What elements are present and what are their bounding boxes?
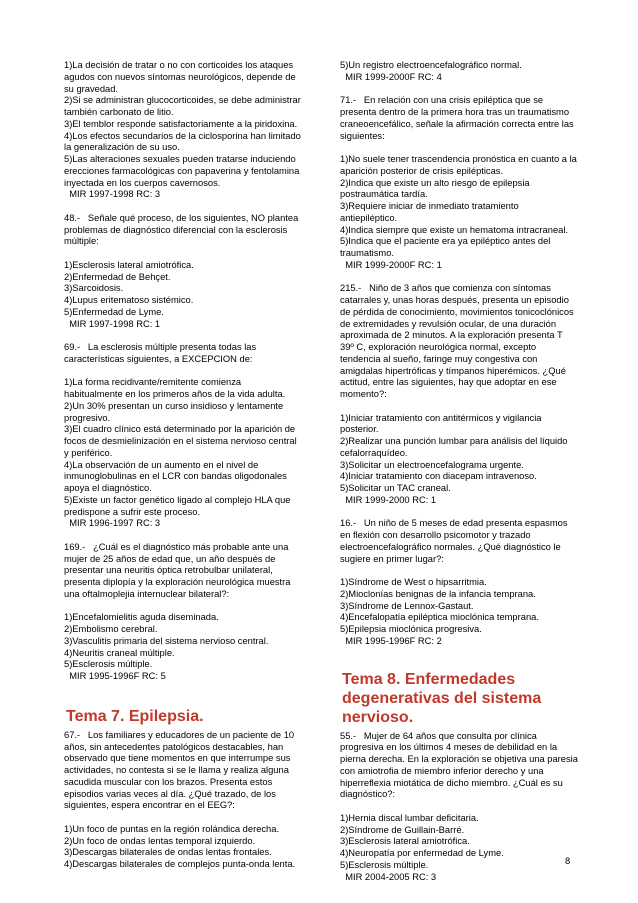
- question-stem: 69.- La esclerosis múltiple presenta todas las características siguientes, a EXCEPCION de:: [64, 342, 259, 364]
- answer-option: 1)Esclerosis lateral amiotrófica.: [64, 259, 194, 270]
- answer-option: 4)La observación de un aumento en el nivel de inmunoglobulinas en el LCR con bandas oligodonales apoya el diagnóstico.: [64, 459, 290, 493]
- exam-reference: MIR 1999-2000F RC: 1: [340, 259, 442, 270]
- answer-option: 2)Realizar una punción lumbar para análisis del líquido cefalorraquídeo.: [340, 436, 571, 458]
- question-block: [64, 213, 302, 331]
- answer-option: 2)Un 30% presentan un curso insidioso y lentamente progresivo.: [64, 400, 286, 423]
- answer-option: 5)Indica que el paciente era ya epiléptico antes del traumatismo.: [340, 236, 553, 258]
- exam-reference: MIR 2004-2005 RC: 3: [340, 871, 437, 882]
- answer-option: 4)Neuropatía por enfermedad de Lyme.: [340, 848, 504, 858]
- answer-option: 1)No suele tener trascendencia pronóstica en cuanto a la aparición posterior de crisis epilépticas.: [340, 154, 580, 176]
- answer-option: 4)Encefalopatía epiléptica mioclónica temprana.: [340, 612, 539, 623]
- answer-option: 5)Esclerosis múltiple.: [340, 859, 429, 870]
- answer-option: 2)Síndrome de Guillain-Barré.: [340, 824, 465, 835]
- answer-option: 5)Enfermedad de Lyme.: [64, 306, 164, 317]
- section-heading: Tema 8. Enfermedades degenerativas del sistema nervioso.: [342, 670, 542, 726]
- exam-reference: MIR 1997-1998 RC: 1: [64, 318, 161, 329]
- answer-option: 1)Hernia discal lumbar deficitaria.: [340, 812, 479, 823]
- answer-option: 2)Si se administran glucocorticoides, se debe administrar también carbonato de litio.: [64, 95, 304, 117]
- answer-option: 3)El temblor responde satisfactoriamente a la piridoxina.: [64, 118, 298, 129]
- answer-option: 2)Indica que existe un alto riesgo de epilepsia postraumática tardía.: [340, 177, 533, 200]
- answer-option: 5)Un registro electroencefalográfico normal.: [340, 60, 522, 70]
- question-stem: 48.- Señale qué proceso, de los siguientes, NO plantea problemas de diagnóstico diferencial con la esclerosis múltiple:: [64, 212, 301, 247]
- answer-option: 4)Indica siempre que existe un hematoma intracraneal.: [340, 224, 569, 235]
- answer-option: 2)Un foco de ondas lentas temporal izquierdo.: [64, 835, 256, 846]
- question-stem: 67.- Los familiares y educadores de un paciente de 10 años, sin antecedentes patológicos destacables, han observado que tiene momentos en que interrumpe sus actividades, no contesta si se le llama y realiza alguna sacudida muscular con los brazos. Presenta estos episodios varias veces al día. ¿Qué trazado, de los siguientes, espera encontrar en el EEG?:: [64, 729, 297, 811]
- exam-reference: MIR 1999-2000 RC: 1: [340, 494, 437, 505]
- answer-option: 3)Esclerosis lateral amiotrófica.: [340, 836, 470, 847]
- left-column: [64, 60, 302, 871]
- exam-reference: MIR 1999-2000F RC: 4: [340, 71, 442, 82]
- answer-option: 3)El cuadro clínico está determinado por la aparición de focos de desmielinización en el sistema nervioso central y periférico.: [64, 424, 300, 458]
- answer-option: 3)Descargas bilaterales de ondas lentas frontales.: [64, 847, 272, 858]
- question-block: [340, 95, 578, 271]
- answer-option: 2)Embolismo cerebral.: [64, 624, 158, 634]
- question-block: [340, 518, 578, 647]
- answer-option: 1)Encefalomielitis aguda diseminada.: [64, 612, 219, 623]
- exam-reference: MIR 1995-1996F RC: 2: [340, 635, 442, 646]
- answer-option: 5)Existe un factor genético ligado al complejo HLA que predispone a sufrir este proceso.: [64, 494, 294, 517]
- answer-option: 4)Lupus eritematoso sistémico.: [64, 295, 194, 305]
- answer-option: 4)Descargas bilaterales de complejos punta-onda lenta.: [64, 859, 296, 869]
- exam-reference: MIR 1997-1998 RC: 3: [64, 189, 161, 200]
- answer-option: 5)Esclerosis múltiple.: [64, 659, 153, 670]
- answer-option: 3)Sarcoidosis.: [64, 283, 124, 294]
- answer-option: 1)La decisión de tratar o no con corticoides los ataques agudos con nuevos síntomas neurológicos, depende de su gravedad.: [64, 60, 299, 94]
- question-block: [64, 342, 302, 530]
- answer-option: 5)Epilepsia mioclónica progresiva.: [340, 624, 482, 634]
- question-block: [340, 283, 578, 506]
- answer-option: 1)Iniciar tratamiento con antitérmicos y vigilancia posterior.: [340, 412, 545, 435]
- question-stem: 215.- Niño de 3 años que comienza con síntomas catarrales y, unas horas después, presenta un episodio de pérdida de conocimiento, movimientos tonicoclónicos de extremidades y revulsión ocular, de una duración aproximada de 2 minutos. A la exploración presenta T 39º C, exploración neurológica normal, excepto tendencia al sueño, faringe muy congestiva con amigdalas hipertróficas y tímpanos hiperémicos. ¿Qué actitud, entre las siguientes, hay que adoptar en ese momento?:: [340, 283, 577, 399]
- answer-option: 2)Enfermedad de Behçet.: [64, 271, 171, 282]
- question-stem: 169.- ¿Cuál es el diagnóstico más probable ante una mujer de 25 años de edad que, un año después de presentar una neuritis óptica retrobulbar unilateral, presenta diplopía y la exploración neurológica muestra una oftalmoplejia internuclear bilateral?:: [64, 541, 294, 599]
- answer-option: 4)Iniciar tratamiento con diacepam intravenoso.: [340, 471, 537, 482]
- answer-option: 4)Los efectos secundarios de la ciclosporina han limitado la generalización de su uso.: [64, 130, 304, 153]
- question-block: [340, 730, 581, 884]
- answer-option: 1)Un foco de puntas en la región rolándica derecha.: [64, 823, 280, 834]
- answer-option: 1)La forma recidivante/remitente comienza habitualmente en los primeros años de la vida adulta.: [64, 377, 286, 399]
- answer-option: 5)Las alteraciones sexuales pueden tratarse induciendo erecciones farmacológicas con papaverina y fentolamina inyectada en los cuerpos cavernosos.: [64, 154, 302, 188]
- answer-option: 3)Solicitar un electroencefalograma urgente.: [340, 459, 524, 470]
- answer-option: 5)Solicitar un TAC craneal.: [340, 483, 451, 493]
- question-stem: 55.- Mujer de 64 años que consulta por clínica progresiva en los últimos 4 meses de debilidad en la pierna derecha. En la exploración se objetiva una paresia con amiotrofia de miembro inferior derecho y una hiperreflexia miotática de dicho miembro. ¿Cuál es su diagnóstico?:: [340, 730, 581, 800]
- question-block: [64, 730, 302, 871]
- answer-option: 1)Síndrome de West o hipsarritmia.: [340, 577, 487, 587]
- question-stem: 16.- Un niño de 5 meses de edad presenta espasmos en flexión con desarrollo psicomotor y trazado electroencefalográfico normales. ¿Qué diagnóstico le sugiere en primer lugar?:: [340, 518, 571, 564]
- question-stem: 71.- En relación con una crisis epiléptica que se presenta dentro de la primera hora tras un traumatismo craneoencefálico, señale la afirmación correcta entre las siguientes:: [340, 95, 577, 141]
- answer-option: 3)Síndrome de Lennox-Gastaut.: [340, 600, 474, 611]
- question-block: [340, 60, 578, 84]
- question-block: [64, 542, 302, 683]
- exam-reference: MIR 1995-1996F RC: 5: [64, 671, 166, 681]
- answer-option: 3)Requiere iniciar de inmediato tratamiento antiepiléptico.: [340, 201, 522, 223]
- answer-option: 3)Vasculitis primaria del sistema nervioso central.: [64, 635, 269, 646]
- question-block: [64, 60, 302, 201]
- right-column: [340, 60, 581, 883]
- answer-option: 2)Mioclonías benignas de la infancia temprana.: [340, 588, 536, 599]
- page-number: 8: [565, 856, 571, 866]
- answer-option: 4)Neuritis craneal múltiple.: [64, 647, 175, 658]
- section-heading: Tema 7. Epilepsia.: [66, 707, 204, 725]
- exam-reference: MIR 1996-1997 RC: 3: [64, 518, 161, 529]
